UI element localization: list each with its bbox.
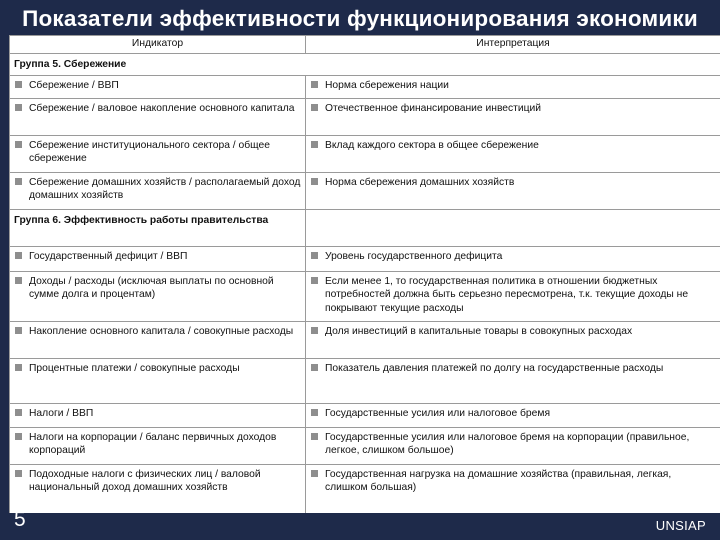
bullet-icon	[15, 252, 22, 259]
bullet-icon	[311, 364, 318, 371]
bullet-icon	[311, 141, 318, 148]
interpretation-text: Норма сбережения домашних хозяйств	[325, 176, 515, 188]
interpretation-text: Государственные усилия или налоговое бремя	[325, 407, 551, 419]
organization-label: UNSIAP	[655, 518, 706, 533]
table-row	[10, 403, 720, 427]
indicator-text: Процентные платежи / совокупные расходы	[29, 362, 240, 374]
bullet-icon	[311, 470, 318, 477]
bullet-icon	[311, 327, 318, 334]
group-title: Группа 6. Эффективность работы правительства	[10, 209, 306, 246]
table-row	[10, 464, 720, 513]
table-row	[10, 98, 720, 135]
interpretation-text: Показатель давления платежей по долгу на государственные расходы	[325, 362, 664, 374]
bullet-icon	[15, 178, 22, 185]
bullet-icon	[15, 104, 22, 111]
interpretation-text: Если менее 1, то государственная политика в отношении бюджетных потребностей должна быть серьезно пересмотрена, т.к. текущие доходы не покрывают текущие расходы	[325, 275, 689, 314]
bullet-icon	[15, 277, 22, 284]
column-header-indicator: Индикатор	[10, 36, 306, 54]
indicator-text: Государственный дефицит / ВВП	[29, 250, 188, 262]
table-row	[10, 271, 720, 321]
slide-number: 5	[14, 508, 26, 531]
bullet-icon	[311, 104, 318, 111]
interpretation-text: Доля инвестиций в капитальные товары в совокупных расходах	[325, 325, 633, 337]
bullet-icon	[15, 433, 22, 440]
bullet-icon	[311, 433, 318, 440]
interpretation-text: Государственная нагрузка на домашние хозяйства (правильная, легкая, слишком большая)	[325, 468, 672, 494]
slide-title: Показатели эффективности функционирования экономики	[22, 6, 698, 31]
table-row	[10, 75, 720, 98]
group-row	[10, 209, 720, 246]
column-header-interpretation: Интерпретация	[306, 36, 720, 54]
table-row	[10, 246, 720, 271]
group-empty-cell	[306, 209, 720, 246]
bullet-icon	[311, 178, 318, 185]
bullet-icon	[15, 409, 22, 416]
interpretation-text: Норма сбережения нации	[325, 79, 449, 91]
bullet-icon	[15, 141, 22, 148]
bullet-icon	[311, 409, 318, 416]
interpretation-text: Вклад каждого сектора в общее сбережение	[325, 139, 539, 151]
indicator-text: Накопление основного капитала / совокупные расходы	[29, 325, 294, 337]
bullet-icon	[311, 81, 318, 88]
indicator-table-sheet	[9, 35, 720, 513]
bullet-icon	[311, 252, 318, 259]
indicator-text: Подоходные налоги с физических лиц / валовой национальный доход домашних хозяйств	[29, 468, 261, 494]
table-row	[10, 321, 720, 358]
table-row	[10, 172, 720, 209]
interpretation-text: Уровень государственного дефицита	[325, 250, 503, 262]
indicator-text: Налоги / ВВП	[29, 407, 94, 419]
bullet-icon	[15, 470, 22, 477]
indicator-text: Доходы / расходы (исключая выплаты по основной сумме долга и процентам)	[29, 275, 274, 301]
group-row	[10, 54, 720, 76]
indicator-text: Сбережение институционального сектора / общее сбережение	[29, 139, 270, 165]
bullet-icon	[15, 327, 22, 334]
interpretation-text: Отечественное финансирование инвестиций	[325, 102, 542, 114]
indicator-text: Сбережение / валовое накопление основного капитала	[29, 102, 295, 114]
bullet-icon	[15, 81, 22, 88]
table-row	[10, 358, 720, 403]
group-title: Группа 5. Сбережение	[10, 54, 720, 76]
bullet-icon	[311, 277, 318, 284]
interpretation-text: Государственные усилия или налоговое бремя на корпорации (правильное, легкое, слишком большое)	[325, 431, 690, 457]
indicator-text: Сбережение / ВВП	[29, 79, 119, 91]
table-row	[10, 427, 720, 464]
bullet-icon	[15, 364, 22, 371]
indicator-table	[9, 35, 720, 513]
table-header-row	[10, 36, 720, 54]
indicator-text: Налоги на корпорации / баланс первичных доходов корпораций	[29, 431, 277, 457]
table-row	[10, 135, 720, 172]
indicator-text: Сбережение домашних хозяйств / располагаемый доход домашних хозяйств	[29, 176, 301, 202]
